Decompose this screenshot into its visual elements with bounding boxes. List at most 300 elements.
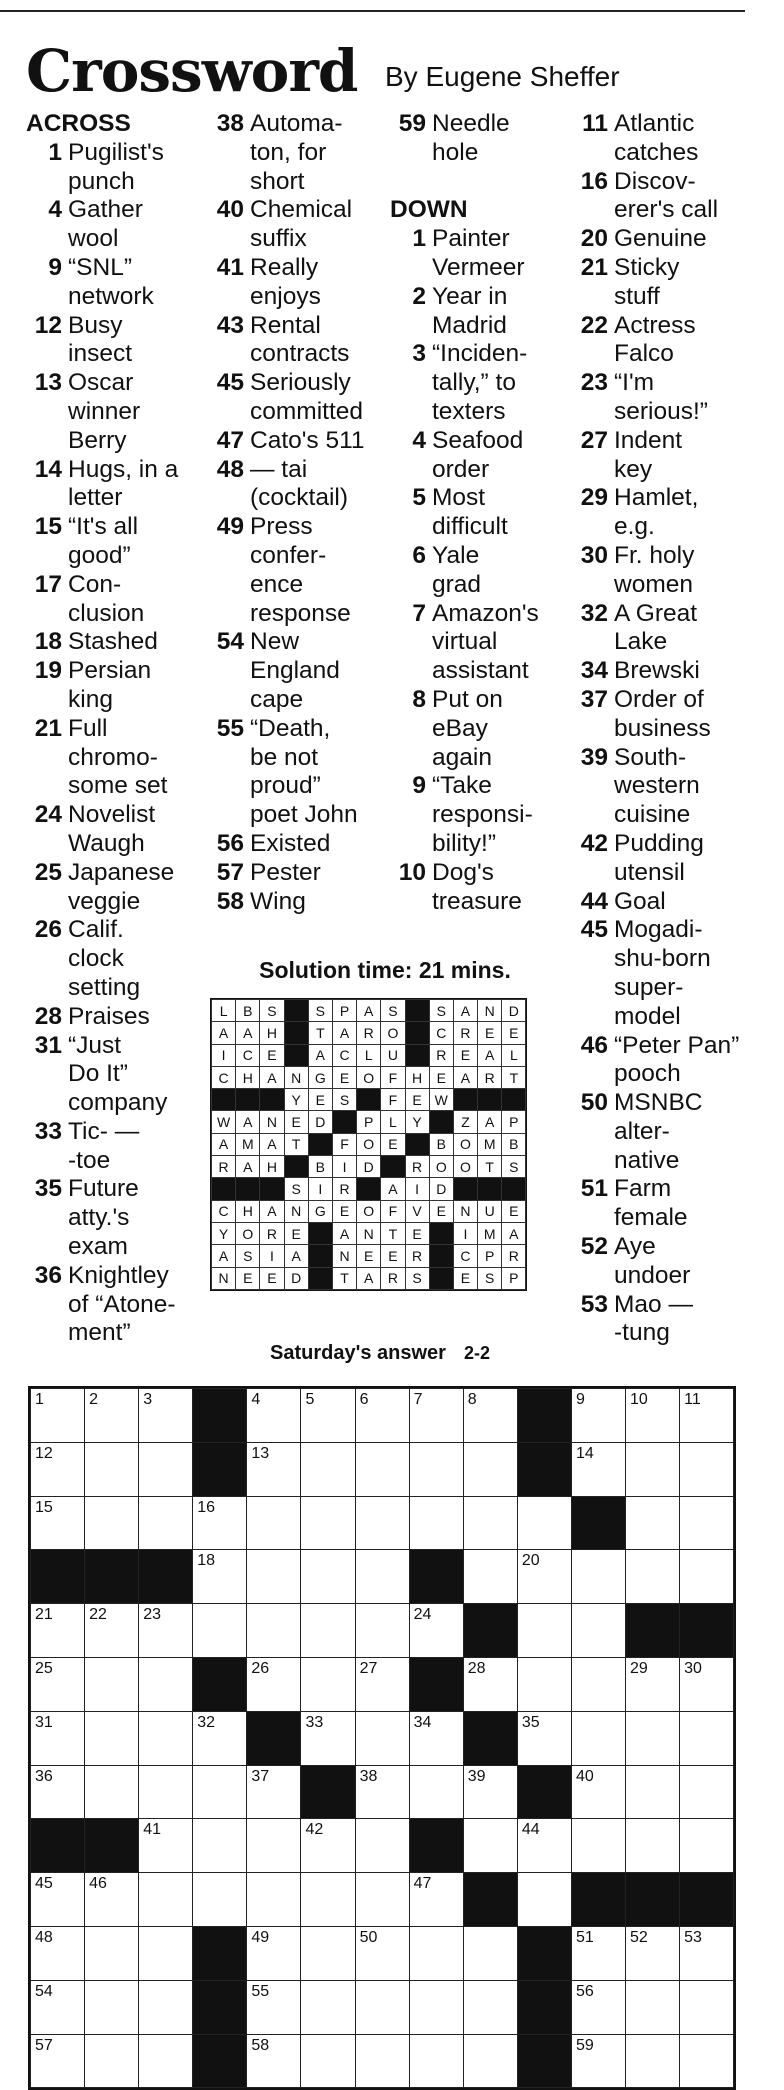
solution-letter-cell: N (212, 1267, 236, 1289)
black-square (193, 2034, 247, 2088)
clue-item (26, 1003, 178, 1032)
solution-black-cell (502, 1089, 526, 1111)
grid-cell[interactable] (571, 1550, 625, 1604)
grid-cell[interactable] (247, 1819, 301, 1873)
grid-cell[interactable] (409, 2034, 463, 2088)
clue-item (390, 484, 539, 542)
clue-item (208, 254, 365, 312)
grid-cell[interactable] (571, 1765, 625, 1819)
grid-cell[interactable] (247, 1496, 301, 1550)
grid-cell[interactable] (409, 1873, 463, 1927)
grid-cell[interactable] (680, 1442, 734, 1496)
clue-text-line: assistant (432, 657, 529, 685)
clue-text-line: -tung (614, 1319, 670, 1347)
grid-cell[interactable] (626, 1442, 680, 1496)
grid-cell[interactable] (626, 1711, 680, 1765)
cell-number: 26 (251, 1659, 270, 1677)
solution-letter-cell: A (453, 1000, 477, 1022)
grid-cell[interactable] (301, 1873, 355, 1927)
grid-cell[interactable] (247, 1657, 301, 1711)
grid-cell[interactable] (571, 1819, 625, 1873)
grid-cell[interactable] (31, 1604, 85, 1658)
grid-cell[interactable] (463, 1389, 517, 1443)
grid-cell[interactable] (301, 1550, 355, 1604)
clue-number: 5 (412, 484, 426, 512)
solution-caption (270, 1340, 490, 1366)
grid-cell[interactable] (301, 1657, 355, 1711)
grid-cell[interactable] (409, 1711, 463, 1765)
clue-item (390, 283, 539, 341)
cell-number: 46 (89, 1875, 107, 1893)
clue-number: 26 (34, 916, 62, 944)
solution-letter-cell: E (478, 1022, 502, 1044)
grid-cell[interactable] (571, 2034, 625, 2088)
black-square (409, 1657, 463, 1711)
solution-letter-cell: S (478, 1267, 502, 1289)
clue-item (572, 686, 739, 744)
solution-letter-cell: T (502, 1066, 526, 1088)
solution-black-cell (357, 1178, 381, 1200)
clue-text-line: short (250, 167, 305, 195)
grid-cell[interactable] (409, 1442, 463, 1496)
clue-item (26, 571, 178, 629)
grid-cell[interactable] (85, 1496, 139, 1550)
clue-item (390, 542, 539, 600)
grid-cell[interactable] (355, 1873, 409, 1927)
grid-cell[interactable] (680, 1819, 734, 1873)
clue-text-line: tally,” to (432, 369, 516, 397)
clue-text-line: Con- (68, 570, 122, 598)
grid-cell[interactable] (626, 1980, 680, 2034)
black-square (301, 1765, 355, 1819)
clue-number: 38 (216, 110, 244, 137)
clue-text-line: Calif. (68, 916, 124, 944)
solution-letter-cell: E (332, 1066, 356, 1088)
solution-letter-cell: S (381, 1000, 405, 1022)
clue-number: 28 (34, 1002, 62, 1030)
grid-cell[interactable] (301, 1819, 355, 1873)
clue-item (26, 1032, 178, 1118)
grid-cell[interactable] (139, 1926, 193, 1980)
grid-cell[interactable] (247, 1765, 301, 1819)
clue-column-2 (208, 110, 365, 916)
solution-letter-cell: R (357, 1022, 381, 1044)
solution-letter-cell: N (260, 1111, 284, 1133)
grid-cell[interactable] (31, 1926, 85, 1980)
grid-cell[interactable] (85, 1389, 139, 1443)
black-square (463, 1711, 517, 1765)
grid-cell[interactable] (139, 1980, 193, 2034)
solution-letter-cell: T (478, 1156, 502, 1178)
grid-cell[interactable] (517, 1604, 571, 1658)
grid-cell[interactable] (626, 1926, 680, 1980)
cell-number: 44 (521, 1821, 540, 1839)
grid-cell[interactable] (139, 1442, 193, 1496)
black-square (139, 1550, 193, 1604)
grid-cell[interactable] (247, 1604, 301, 1658)
grid-cell[interactable] (626, 1550, 680, 1604)
grid-cell[interactable] (247, 2034, 301, 2088)
cell-number: 53 (684, 1928, 702, 1946)
grid-cell[interactable] (355, 1604, 409, 1658)
grid-cell[interactable] (355, 1550, 409, 1604)
grid-cell[interactable] (139, 1389, 193, 1443)
grid-cell[interactable] (355, 1496, 409, 1550)
solution-letter-cell: A (308, 1044, 332, 1066)
grid-cell[interactable] (626, 1819, 680, 1873)
solution-letter-cell: A (212, 1022, 236, 1044)
clue-text-line: letter (68, 484, 123, 512)
grid-cell[interactable] (463, 1496, 517, 1550)
grid-cell[interactable] (680, 1926, 734, 1980)
clue-number: 51 (580, 1175, 608, 1203)
solution-letter-cell: A (212, 1133, 236, 1155)
grid-cell[interactable] (571, 1711, 625, 1765)
grid-cell[interactable] (301, 2034, 355, 2088)
grid-cell[interactable] (31, 1873, 85, 1927)
grid-cell[interactable] (139, 1496, 193, 1550)
grid-cell[interactable] (463, 1550, 517, 1604)
clue-item (26, 657, 178, 715)
cell-number: 16 (197, 1498, 216, 1516)
black-square (85, 1819, 139, 1873)
grid-cell[interactable] (355, 1926, 409, 1980)
cell-number: 31 (35, 1713, 53, 1731)
clue-item (572, 1291, 739, 1349)
solution-letter-cell: O (429, 1156, 453, 1178)
grid-cell[interactable] (409, 1604, 463, 1658)
grid-cell[interactable] (571, 1657, 625, 1711)
grid-cell[interactable] (193, 1873, 247, 1927)
grid-cell[interactable] (571, 1980, 625, 2034)
solution-letter-cell: R (260, 1222, 284, 1244)
clue-text-line: -toe (68, 1146, 111, 1174)
grid-cell[interactable] (571, 1389, 625, 1443)
solution-black-cell (308, 1245, 332, 1267)
solution-black-cell (453, 1089, 477, 1111)
clue-text-line: Madrid (432, 311, 507, 339)
clue-item (572, 830, 739, 888)
grid-cell[interactable] (463, 1926, 517, 1980)
clue-text-line: Automa- (250, 110, 343, 137)
grid-cell[interactable] (193, 1550, 247, 1604)
clue-text-line: poet John (250, 801, 358, 829)
solution-letter-cell: I (260, 1245, 284, 1267)
clue-text-line: Sticky (614, 253, 680, 281)
grid-cell[interactable] (517, 1496, 571, 1550)
grid-cell[interactable] (193, 1496, 247, 1550)
clue-item (572, 254, 739, 312)
clue-text-line: Seafood (432, 426, 524, 454)
grid-cell[interactable] (355, 1442, 409, 1496)
grid-cell[interactable] (193, 1819, 247, 1873)
clue-text-line: Seriously (250, 369, 351, 397)
clue-number: 7 (412, 599, 426, 627)
clue-text-line: Year in (432, 282, 508, 310)
clue-text-line: Persian (68, 657, 152, 685)
grid-cell[interactable] (409, 1496, 463, 1550)
solution-date: 2-2 (463, 1343, 490, 1363)
grid-cell[interactable] (247, 1389, 301, 1443)
grid-cell[interactable] (680, 1711, 734, 1765)
grid-cell[interactable] (139, 1873, 193, 1927)
grid-cell[interactable] (517, 1819, 571, 1873)
grid-cell[interactable] (139, 1819, 193, 1873)
solution-black-cell (236, 1178, 260, 1200)
grid-cell[interactable] (301, 1711, 355, 1765)
grid-cell[interactable] (355, 1657, 409, 1711)
grid-cell[interactable] (301, 1442, 355, 1496)
grid-cell[interactable] (85, 1873, 139, 1927)
grid-cell[interactable] (680, 1980, 734, 2034)
solution-letter-cell: E (332, 1200, 356, 1222)
clue-text-line: female (614, 1204, 688, 1232)
solution-black-cell (478, 1089, 502, 1111)
grid-cell[interactable] (355, 1765, 409, 1819)
black-square (517, 1926, 571, 1980)
grid-cell[interactable] (301, 1980, 355, 2034)
clue-text-line: undoer (614, 1261, 691, 1289)
grid-cell[interactable] (139, 1604, 193, 1658)
clue-text-line: Actress (614, 311, 696, 339)
grid-cell[interactable] (301, 1496, 355, 1550)
clue-item (572, 1089, 739, 1175)
grid-cell[interactable] (463, 2034, 517, 2088)
grid-cell[interactable] (31, 1442, 85, 1496)
grid-cell[interactable] (139, 2034, 193, 2088)
clue-text-line: texters (432, 397, 506, 425)
clue-text-line: contracts (250, 340, 350, 368)
grid-cell[interactable] (31, 1765, 85, 1819)
grid-cell[interactable] (31, 1980, 85, 2034)
solution-letter-cell: Y (284, 1089, 308, 1111)
solution-letter-cell: D (502, 1000, 526, 1022)
grid-cell[interactable] (85, 2034, 139, 2088)
cell-number: 33 (305, 1713, 324, 1731)
clue-text-line: Goal (614, 887, 666, 915)
clue-number: 21 (34, 714, 62, 742)
grid-cell[interactable] (247, 1980, 301, 2034)
grid-cell[interactable] (85, 1980, 139, 2034)
grid-cell[interactable] (409, 1389, 463, 1443)
clue-column-1 (26, 110, 178, 1348)
grid-cell[interactable] (626, 2034, 680, 2088)
grid-cell[interactable] (680, 1389, 734, 1443)
clue-text-line: atty.'s (68, 1204, 130, 1232)
cell-number: 49 (251, 1928, 270, 1946)
black-square (193, 1980, 247, 2034)
clue-item (572, 1032, 739, 1090)
solution-letter-cell: N (284, 1200, 308, 1222)
grid-cell[interactable] (463, 1765, 517, 1819)
black-square (680, 1873, 734, 1927)
black-square (31, 1819, 85, 1873)
solution-black-cell (429, 1245, 453, 1267)
clue-item (572, 542, 739, 600)
solution-letter-cell: E (357, 1245, 381, 1267)
clue-text-line: erer's call (614, 196, 719, 224)
clue-text-line: confer- (250, 541, 327, 569)
solution-letter-cell: S (332, 1089, 356, 1111)
grid-cell[interactable] (626, 1657, 680, 1711)
grid-cell[interactable] (193, 1604, 247, 1658)
clue-text-line: A Great (614, 599, 698, 627)
clue-number: 19 (34, 657, 62, 685)
grid-cell[interactable] (517, 1657, 571, 1711)
grid-cell[interactable] (463, 1442, 517, 1496)
grid-cell[interactable] (355, 2034, 409, 2088)
grid-cell[interactable] (31, 1657, 85, 1711)
clue-number: 9 (412, 772, 426, 800)
clue-item (26, 1262, 178, 1348)
grid-cell[interactable] (355, 1389, 409, 1443)
grid-cell[interactable] (463, 1657, 517, 1711)
black-square (680, 1604, 734, 1658)
solution-letter-cell: R (212, 1156, 236, 1178)
grid-cell[interactable] (85, 1442, 139, 1496)
clue-item (572, 1175, 739, 1233)
grid-cell[interactable] (301, 1604, 355, 1658)
solution-letter-cell: I (332, 1156, 356, 1178)
grid-cell[interactable] (463, 1980, 517, 2034)
grid-cell[interactable] (680, 1550, 734, 1604)
grid-cell[interactable] (85, 1926, 139, 1980)
grid-cell[interactable] (355, 1819, 409, 1873)
clue-item (26, 196, 178, 254)
solution-black-cell (284, 1000, 308, 1022)
clue-item (208, 312, 365, 370)
cell-number: 58 (251, 2036, 270, 2054)
cell-number: 56 (575, 1982, 594, 2000)
grid-cell[interactable] (626, 1765, 680, 1819)
clue-item (26, 513, 178, 571)
solution-black-cell (284, 1156, 308, 1178)
clue-number: 39 (580, 743, 608, 771)
clue-text-line: business (614, 714, 711, 742)
solution-letter-cell: A (212, 1245, 236, 1267)
clue-item (390, 600, 539, 686)
grid-cell[interactable] (517, 1873, 571, 1927)
grid-cell[interactable] (85, 1711, 139, 1765)
clue-item (572, 225, 739, 254)
clue-number: 4 (48, 196, 62, 224)
grid-cell[interactable] (571, 1604, 625, 1658)
solution-letter-cell: R (478, 1066, 502, 1088)
grid-cell[interactable] (517, 1711, 571, 1765)
grid-cell[interactable] (31, 1389, 85, 1443)
clue-item (208, 715, 365, 830)
grid-cell[interactable] (31, 1711, 85, 1765)
solution-letter-cell: N (332, 1245, 356, 1267)
clue-text-line: Chemical (250, 196, 353, 224)
cell-number: 8 (467, 1391, 477, 1408)
clue-text-line: Future (68, 1175, 139, 1203)
grid-cell[interactable] (301, 1389, 355, 1443)
solution-letter-cell: S (236, 1245, 260, 1267)
clue-item (26, 1118, 178, 1176)
solution-letter-cell: A (236, 1022, 260, 1044)
solution-letter-cell: E (381, 1245, 405, 1267)
grid-cell[interactable] (247, 1550, 301, 1604)
grid-cell[interactable] (409, 1765, 463, 1819)
clue-text-line: response (250, 599, 351, 627)
solution-letter-cell: D (429, 1178, 453, 1200)
grid-cell[interactable] (680, 2034, 734, 2088)
grid-cell[interactable] (247, 1442, 301, 1496)
grid-cell[interactable] (247, 1873, 301, 1927)
clue-text-line: wool (68, 225, 119, 253)
grid-cell[interactable] (139, 1711, 193, 1765)
grid-cell[interactable] (31, 1496, 85, 1550)
grid-cell[interactable] (85, 1765, 139, 1819)
grid-cell[interactable] (85, 1657, 139, 1711)
black-square (463, 1873, 517, 1927)
clue-text-line: Aye (614, 1233, 656, 1261)
grid-cell[interactable] (571, 1442, 625, 1496)
solution-letter-cell: O (357, 1200, 381, 1222)
clue-text-line: Gather (68, 196, 143, 224)
clue-text-line: of “Atone- (68, 1290, 176, 1318)
grid-cell[interactable] (31, 2034, 85, 2088)
grid-cell[interactable] (571, 1926, 625, 1980)
clue-text-line: Pester (250, 858, 321, 886)
clue-text-line: Genuine (614, 225, 707, 253)
grid-cell[interactable] (139, 1765, 193, 1819)
clue-item (390, 686, 539, 772)
clue-text-line: cape (250, 685, 304, 713)
solution-letter-cell: O (381, 1022, 405, 1044)
clue-text-line: shu-born (614, 945, 711, 973)
clue-item (572, 744, 739, 830)
grid-cell[interactable] (409, 1926, 463, 1980)
grid-cell[interactable] (193, 1765, 247, 1819)
clue-number: 58 (216, 887, 244, 915)
cell-number: 47 (413, 1875, 432, 1893)
grid-cell[interactable] (680, 1657, 734, 1711)
grid-cell[interactable] (139, 1657, 193, 1711)
solution-letter-cell: C (236, 1044, 260, 1066)
grid-cell[interactable] (301, 1926, 355, 1980)
clue-item (572, 110, 739, 168)
grid-cell[interactable] (409, 1980, 463, 2034)
clue-text-line: stuff (614, 282, 660, 310)
grid-cell[interactable] (463, 1819, 517, 1873)
solution-letter-cell: P (502, 1267, 526, 1289)
grid-cell[interactable] (517, 1550, 571, 1604)
solution-black-cell (429, 1111, 453, 1133)
cell-number: 38 (359, 1767, 378, 1785)
grid-cell[interactable] (626, 1389, 680, 1443)
solution-letter-cell: Z (453, 1111, 477, 1133)
grid-cell[interactable] (193, 1711, 247, 1765)
clue-text-line: setting (68, 973, 141, 1001)
clue-number: 10 (398, 858, 426, 886)
clue-text-line: treasure (432, 887, 522, 915)
solution-letter-cell: T (308, 1022, 332, 1044)
grid-cell[interactable] (680, 1496, 734, 1550)
grid-cell[interactable] (626, 1496, 680, 1550)
grid-cell[interactable] (355, 1711, 409, 1765)
grid-cell[interactable] (247, 1926, 301, 1980)
solution-letter-cell: B (502, 1133, 526, 1155)
grid-cell[interactable] (85, 1604, 139, 1658)
solution-letter-cell: U (478, 1200, 502, 1222)
grid-cell[interactable] (680, 1765, 734, 1819)
solution-letter-cell: A (453, 1066, 477, 1088)
grid-cell[interactable] (355, 1980, 409, 2034)
cell-number: 45 (35, 1875, 53, 1893)
black-square (409, 1819, 463, 1873)
